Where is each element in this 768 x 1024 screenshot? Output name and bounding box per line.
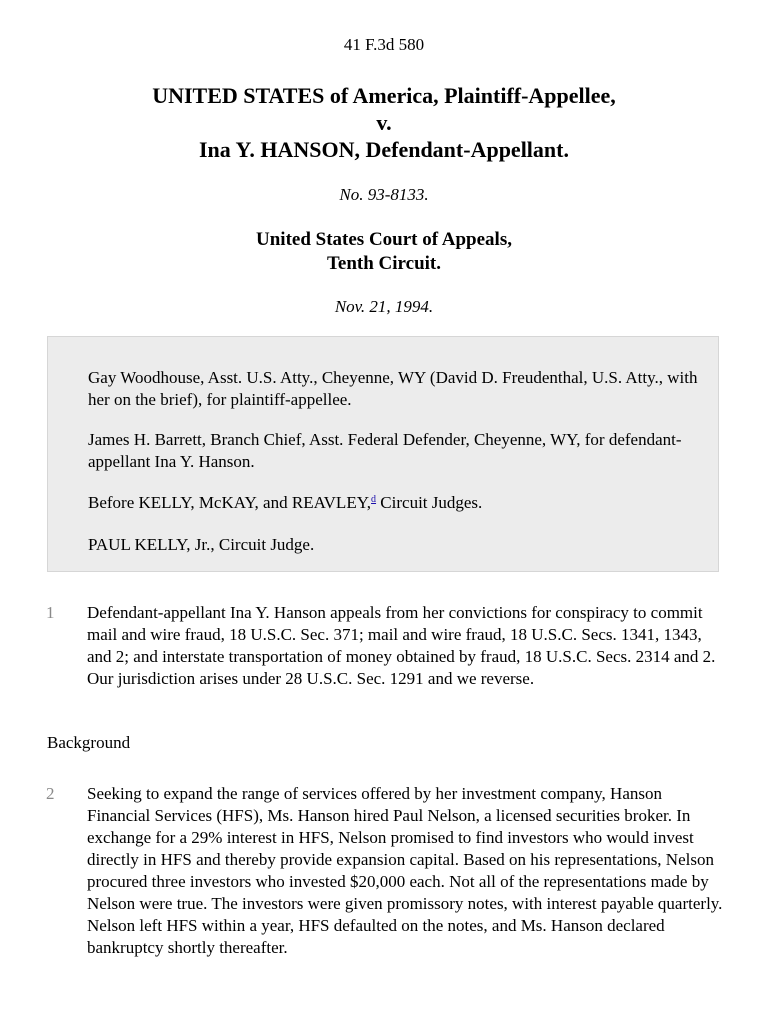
- docket-number: No. 93-8133.: [339, 185, 429, 204]
- panel-judges-suffix: Circuit Judges.: [376, 493, 483, 512]
- decision-date: Nov. 21, 1994.: [334, 297, 434, 316]
- paragraph-number: 1: [46, 603, 55, 622]
- court-name: [0, 228, 768, 276]
- court-name-line2: Tenth Circuit.: [326, 253, 442, 274]
- section-heading-background: Background: [47, 733, 131, 752]
- counsel-appellant: James H. Barrett, Branch Chief, Asst. Federal Defender, Cheyenne, WY, for defendant-appellant Ina Y. Hanson.: [88, 430, 682, 471]
- counsel-appellee: Gay Woodhouse, Asst. U.S. Atty., Cheyenne, WY (David D. Freudenthal, U.S. Atty., with her on the brief), for plaintiff-appellee.: [88, 368, 698, 409]
- paragraph-text: Seeking to expand the range of services offered by her investment company, Hanson Financial Services (HFS), Ms. Hanson hired Paul Nelson, a licensed securities broker. In exchange for a 29% interest in HFS, Nelson promised to find investors who would invest directly in HFS and thereby provide expansion capital. Based on his representations, Nelson procured three investors who invested $20,000 each. Not all of the representations made by Nelson were true. The investors were given promissory notes, with interest payable quarterly. Nelson left HFS within a year, HFS defaulted on the notes, and Ms. Hanson declared bankruptcy shortly thereafter.: [87, 784, 723, 957]
- court-name-line1: United States Court of Appeals,: [256, 229, 512, 250]
- footnote-link[interactable]: d: [371, 494, 377, 505]
- paragraph-text: Defendant-appellant Ina Y. Hanson appeals from her convictions for conspiracy to commit mail and wire fraud, 18 U.S.C. Sec. 371; mail and wire fraud, 18 U.S.C. Secs. 1341, 1343, and 2; and interstate transportation of money obtained by fraud, 18 U.S.C. Secs. 2314 and 2. Our jurisdiction arises under 28 U.S.C. Sec. 1291 and we reverse.: [87, 603, 716, 688]
- case-caption: [0, 82, 768, 163]
- panel-judges: [88, 492, 708, 514]
- caption-defendant: Ina Y. HANSON, Defendant-Appellant.: [199, 137, 569, 162]
- caption-plaintiff: UNITED STATES of America, Plaintiff-Appellee,: [152, 83, 616, 108]
- caption-versus: v.: [376, 110, 392, 135]
- counsel-box: [47, 336, 719, 572]
- paragraph-number: 2: [46, 784, 55, 803]
- case-citation: 41 F.3d 580: [343, 35, 425, 54]
- panel-judges-text: Before KELLY, McKAY, and REAVLEY,: [88, 493, 372, 512]
- opinion-author: PAUL KELLY, Jr., Circuit Judge.: [88, 535, 315, 554]
